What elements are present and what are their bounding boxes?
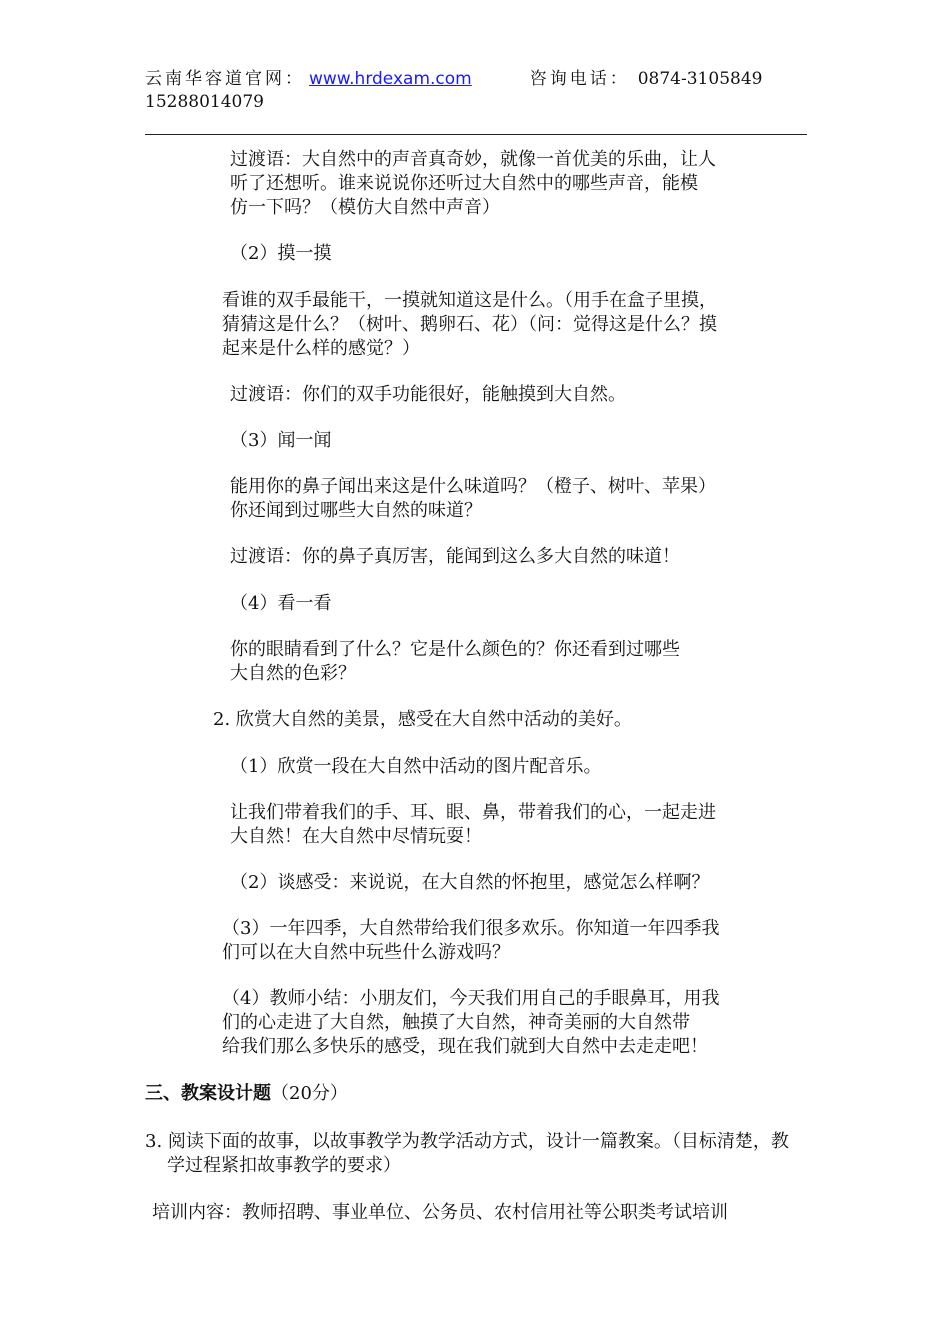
page-header [145,68,807,114]
nature-invitation: 让我们带着我们的手、耳、眼、鼻，带着我们的心，一起走进 大自然！在大自然中尽情玩耍！ [230,802,716,847]
smell-activity: 能用你的鼻子闻出来这是什么味道吗？（橙子、树叶、苹果） 你还闻到过哪些大自然的味道？ [230,476,716,521]
site-url-link[interactable]: www.hrdexam.com [309,69,472,89]
step-smell: （3）闻一闻 [230,430,332,451]
site-label: 云南华容道官网： [145,69,305,89]
step-four-seasons: （3）一年四季，大自然带给我们很多欢乐。你知道一年四季我 们可以在大自然中玩些什么游戏吗？ [222,918,720,963]
section-score: （20分） [271,1083,348,1104]
step-feelings: （2）谈感受：来说说，在大自然的怀抱里，感觉怎么样啊？ [230,872,710,893]
section-title-text: 三、教案设计题 [145,1083,271,1104]
step-touch: （2）摸一摸 [230,243,332,264]
look-activity: 你的眼睛看到了什么？它是什么颜色的？你还看到过哪些 大自然的色彩？ [230,639,680,684]
step-look: （4）看一看 [230,593,332,614]
section-title [145,1082,348,1106]
touch-activity: 看谁的双手最能干，一摸就知道这是什么。（用手在盒子里摸， 猜猜这是什么？（树叶、鹅卵石、花）（问：觉得这是什么？摸 起来是什么样的感觉？） [222,290,717,359]
question-3: 3. 阅读下面的故事，以故事教学为教学活动方式，设计一篇教案。（目标清楚，教 学过程紧扣故事教学的要求） [145,1131,789,1176]
teacher-summary: （4）教师小结：小朋友们，今天我们用自己的手眼鼻耳，用我 们的心走进了大自然，触摸了大自然，神奇美丽的大自然带 给我们那么多快乐的感受，现在我们就到大自然中去走走吧！ [222,988,720,1057]
transition-sound: 过渡语：大自然中的声音真奇妙，就像一首优美的乐曲，让人 听了还想听。谁来说说你还听过大自然中的哪些声音，能模 仿一下吗？（模仿大自然中声音） [230,149,716,218]
header-row [145,68,807,91]
phone-label: 咨询电话： [529,69,630,89]
item-2-appreciate: 2. 欣赏大自然的美景，感受在大自然中活动的美好。 [213,709,632,730]
phone-number-2: 15288014079 [145,92,264,112]
transition-smell: 过渡语：你的鼻子真厉害，能闻到这么多大自然的味道！ [230,546,680,567]
footer-training: 培训内容：教师招聘、事业单位、公务员、农村信用社等公职类考试培训 [152,1202,728,1223]
transition-touch: 过渡语：你们的双手功能很好，能触摸到大自然。 [230,384,626,405]
step-appreciate-pictures: （1）欣赏一段在大自然中活动的图片配音乐。 [230,756,602,777]
header-divider [145,134,807,135]
phone-number-1: 0874-3105849 [637,69,763,89]
